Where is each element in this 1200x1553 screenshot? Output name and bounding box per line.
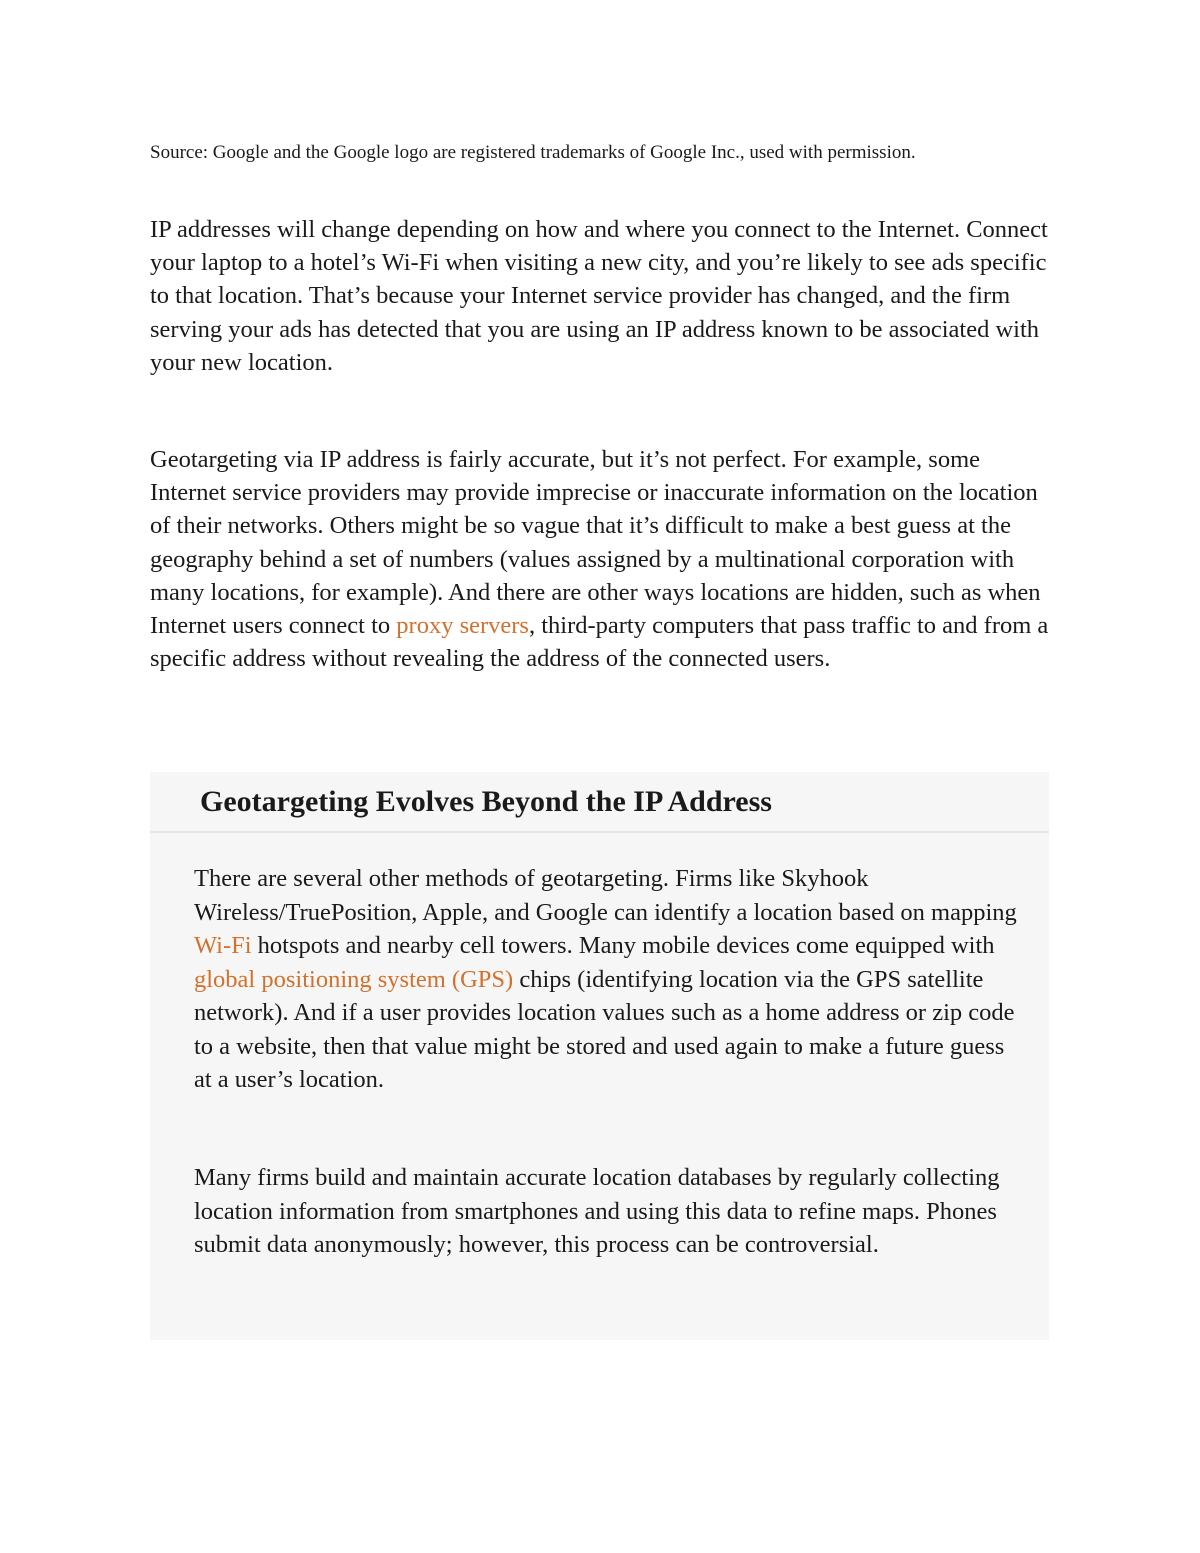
wifi-link[interactable]: Wi-Fi [194, 932, 252, 959]
figure-caption: Source: Google and the Google logo are registered trademarks of Google Inc., used with permission. [150, 142, 916, 163]
sidebar-divider [150, 831, 1049, 833]
paragraph-text: , third-party computers that pass traffic to and from a specific address without revealing the address of the connected users. [150, 612, 1049, 673]
sidebar-paragraph-databases: Many firms build and maintain accurate location databases by regularly collecting location information from smartphones and using this data to refine maps. Phones submit data anonymously; however, this process can be controversial. [194, 1164, 1000, 1258]
body-paragraph-ip-addresses: IP addresses will change depending on how and where you connect to the Internet. Connect your laptop to a hotel’s Wi-Fi when visiting a new city, and you’re likely to see ads specific to that location. That’s because your Internet service provider has changed, and the firm serving your ads has detected that you are using an IP address known to be associated with your new location. [150, 216, 1048, 376]
gps-link[interactable]: global positioning system (GPS) [194, 965, 514, 993]
body-paragraph-geotargeting-accuracy [150, 443, 1050, 675]
paragraph-text: chips (identifying location via the GPS satellite network). And if a user provides location values such as a home address or zip code to a website, then that value might be stored and used again to make a future guess at a user’s location. [194, 965, 1015, 1093]
sidebar-paragraph-methods [194, 862, 1024, 1097]
paragraph-text: hotspots and nearby cell towers. Many mobile devices come equipped with [251, 932, 995, 959]
sidebar-box [150, 772, 1049, 1340]
paragraph-text: There are several other methods of geotargeting. Firms like Skyhook Wireless/TruePosition, Apple, and Google can identify a location based on mapping [194, 865, 1017, 926]
paragraph-text: Geotargeting via IP address is fairly accurate, but it’s not perfect. For example, some Internet service providers may provide imprecise or inaccurate information on the location of their networks. Others might be so vague that it’s difficult to make a best guess at the geography behind a set of numbers (values assigned by a multinational corporation with many locations, for example). And there are other ways locations are hidden, such as when Internet users connect to [150, 446, 1041, 640]
proxy-servers-link[interactable]: proxy servers [396, 612, 529, 640]
sidebar-heading: Geotargeting Evolves Beyond the IP Address [200, 785, 772, 818]
